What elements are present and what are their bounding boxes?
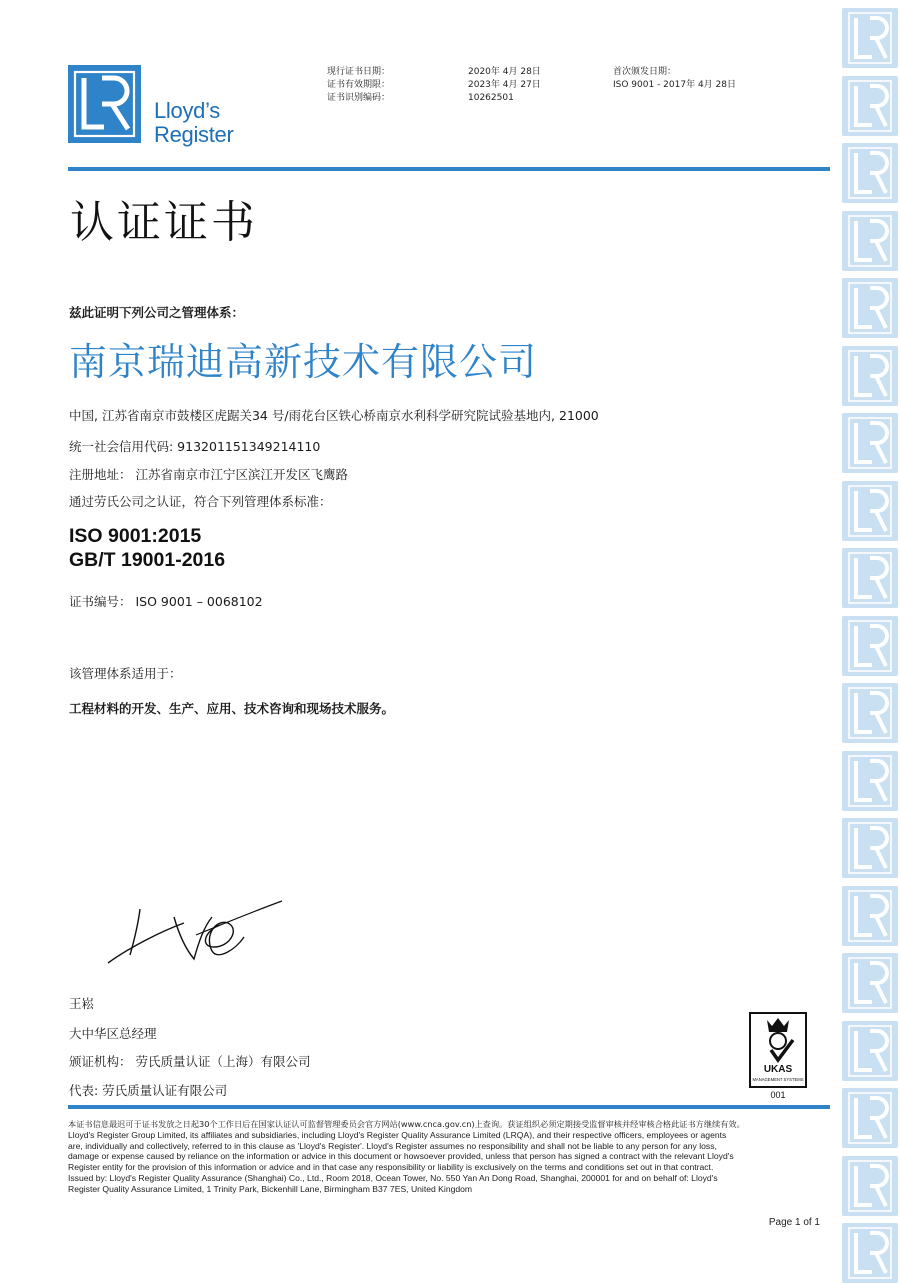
lr-watermark-icon	[842, 76, 898, 136]
intro-text: 兹此证明下列公司之管理体系：	[69, 305, 245, 320]
ukas-crown-icon	[751, 1014, 805, 1086]
header-label-cert-id: 证书识别编码：	[327, 93, 391, 103]
scope-label: 该管理体系适用于：	[69, 666, 182, 681]
logo-wordmark	[154, 99, 234, 147]
footer-cn-notice: 本证书信息最迟可于证书发放之日起30个工作日后在国家认证认可监督管理委员会官方网站(www.cnca.gov.cn)上查询。获证组织必须定期接受监督审核并经审核合格此证书方继续有效。	[68, 1119, 745, 1129]
company-address: 中国, 江苏省南京市鼓楼区虎踞关34 号/雨花台区铁心桥南京水利科学研究院试验基地内, 21000	[69, 408, 599, 423]
header-label-current-date: 现行证书日期：	[327, 67, 391, 77]
header-value-current-date: 2020年 4月 28日	[468, 67, 541, 77]
header-value-cert-id: 10262501	[468, 93, 514, 103]
header-value-first-issue: ISO 9001 - 2017年 4月 28日	[613, 80, 736, 90]
ukas-text: UKAS	[763, 1064, 793, 1075]
standard-gbt-19001: GB/T 19001-2016	[69, 549, 226, 571]
logo-line-2: Register	[154, 122, 234, 147]
signatory-position: 大中华区总经理	[69, 1026, 157, 1041]
lr-watermark-icon	[842, 278, 898, 338]
footer-divider	[68, 1105, 830, 1109]
on-behalf-of: 代表: 劳氏质量认证有限公司	[69, 1083, 228, 1098]
lr-watermark-icon	[842, 751, 898, 811]
issuing-body: 颁证机构： 劳氏质量认证（上海）有限公司	[69, 1054, 311, 1069]
footer-en-line: are, individually and collectively, referred to in this clause as 'Lloyd's Register'. Lloyd's Register assumes no responsibility and shall not be liable to any person for any loss,	[68, 1140, 717, 1151]
lr-watermark-icon	[842, 683, 898, 743]
lr-watermark-icon	[842, 1021, 898, 1081]
ukas-number: 001	[770, 1090, 786, 1100]
logo-line-1: Lloyd’s	[154, 98, 220, 123]
signatory-name: 王崧	[69, 996, 95, 1011]
lr-watermark-icon	[842, 548, 898, 608]
footer-en-line: damage or expense caused by reliance on the information or advice in this document or howsoever provided, unless that person has signed a contract with the relevant Lloyd's	[68, 1151, 734, 1162]
lr-watermark-icon	[842, 953, 898, 1013]
footer-en-line: Register entity for the provision of this information or advice and in that case any responsibility or liability is exclusively on the terms and conditions set out in that contract.	[68, 1162, 714, 1173]
credit-code: 统一社会信用代码: 913201151349214110	[69, 439, 321, 454]
ukas-subtext: MANAGEMENT SYSTEMS	[752, 1077, 804, 1082]
footer-disclaimer	[68, 1119, 828, 1195]
lr-watermark-icon	[842, 413, 898, 473]
lr-watermark-icon	[842, 346, 898, 406]
registered-address: 注册地址： 江苏省南京市江宁区滨江开发区飞鹰路	[69, 467, 348, 482]
company-name: 南京瑞迪高新技术有限公司	[69, 340, 538, 384]
header-value-expiry-date: 2023年 4月 27日	[468, 80, 541, 90]
header-label-first-issue: 首次颁发日期：	[613, 67, 677, 77]
footer-en-line: Lloyd's Register Group Limited, its affiliates and subsidiaries, including Lloyd's Register Quality Assurance Limited (LRQA), and their respective officers, employees or agents	[68, 1129, 727, 1140]
header-label-expiry-date: 证书有效期限：	[327, 80, 391, 90]
lloyds-register-logo	[68, 65, 238, 147]
lr-watermark-icon	[842, 1156, 898, 1216]
lr-watermark-icon	[842, 211, 898, 271]
lr-watermark-icon	[842, 143, 898, 203]
footer-en-line: Register Quality Assurance Limited, 1 Trinity Park, Bickenhill Lane, Birmingham B37 7ES, United Kingdom	[68, 1183, 473, 1194]
certificate-title: 认证证书	[70, 197, 258, 248]
signature-icon	[100, 895, 290, 970]
certificate-number: 证书编号： ISO 9001 – 0068102	[69, 594, 263, 609]
lloyds-register-logo-icon	[68, 65, 141, 143]
scope-text: 工程材料的开发、生产、应用、技术咨询和现场技术服务。	[69, 701, 395, 716]
page-number: Page 1 of 1	[768, 1217, 820, 1228]
lr-watermark-icon	[842, 818, 898, 878]
ukas-accreditation-mark	[749, 1012, 807, 1088]
lr-watermark-icon	[842, 1223, 898, 1283]
lr-watermark-icon	[842, 8, 898, 68]
approval-statement: 通过劳氏公司之认证，符合下列管理体系标准：	[69, 494, 332, 509]
lr-watermark-icon	[842, 886, 898, 946]
standard-iso-9001: ISO 9001:2015	[69, 525, 202, 547]
header-divider	[68, 167, 830, 171]
lr-watermark-icon	[842, 481, 898, 541]
lr-watermark-icon	[842, 616, 898, 676]
lr-watermark-icon	[842, 1088, 898, 1148]
lr-watermark-strip	[840, 8, 900, 1273]
footer-en-line: Issued by: Lloyd's Register Quality Assurance (Shanghai) Co., Ltd., Room 2018, Ocean Tower, No. 550 Yan An Dong Road, Shanghai, 200001 for and on behalf of: Lloyd's	[68, 1172, 718, 1183]
